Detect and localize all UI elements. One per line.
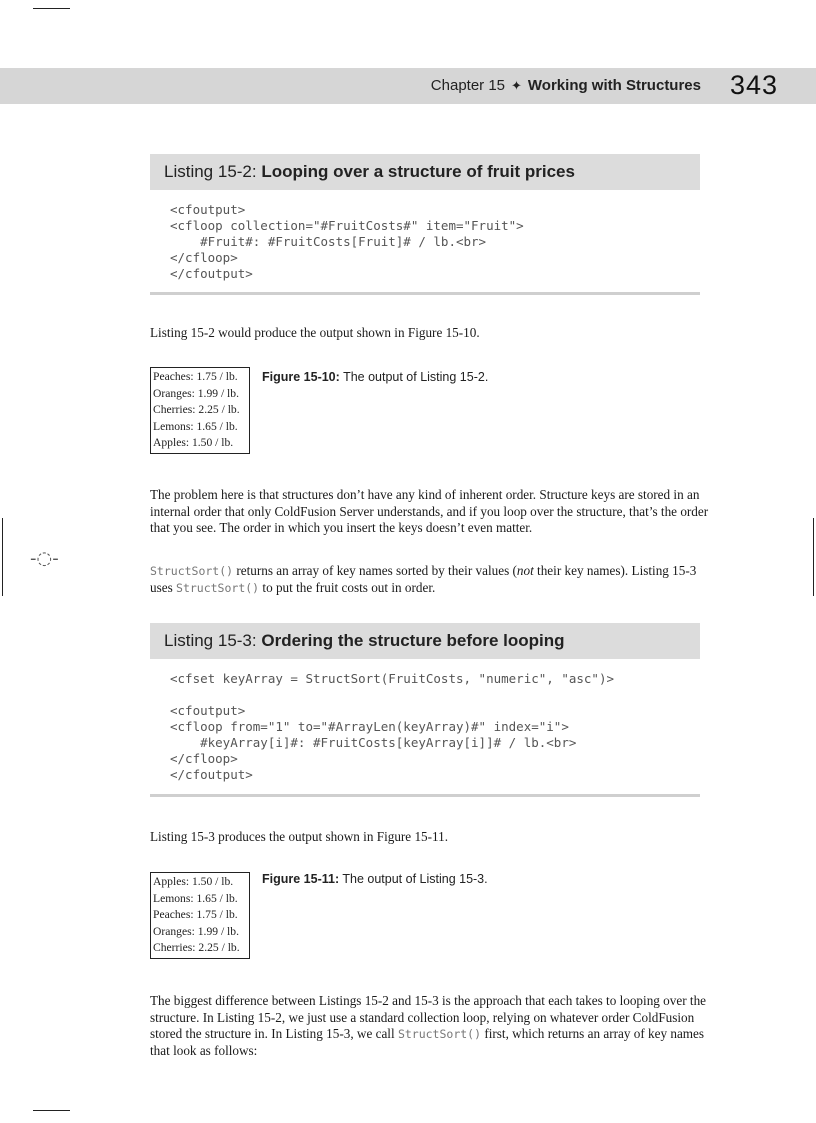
listing-rule (150, 292, 700, 295)
crop-mark-bottom-left (33, 1110, 70, 1111)
chapter-label: Chapter 15 (430, 77, 506, 94)
code-line: </cfloop> (170, 751, 238, 766)
paragraph-text: The biggest difference between Listings 15-2 and 15-3 is the approach that each takes to looping over the structure. In Listing 15-2, we just use a standard collection loop, relying on whatever order ColdFusion stored the structure in. In Listing 15-3, we call (150, 993, 707, 1041)
inline-code: StructSort() (176, 580, 260, 595)
paragraph: Listing 15-3 produces the output shown in Figure 15-11. (150, 829, 449, 844)
listing-rule (150, 794, 700, 797)
separator-icon: ✦ (511, 78, 522, 93)
output-line: Peaches: 1.75 / lb. (153, 370, 238, 383)
inline-code: StructSort() (150, 564, 234, 578)
paragraph: Listing 15-2 would produce the output shown in Figure 15-10. (150, 325, 480, 340)
page-number: 343 (729, 70, 778, 100)
code-line: <cfset keyArray = StructSort(FruitCosts, "numeric", "asc")> (170, 671, 615, 686)
output-line: Lemons: 1.65 / lb. (153, 419, 238, 433)
code-line: </cfoutput> (170, 266, 253, 281)
listing-heading: Ordering the structure before looping (261, 631, 565, 650)
figure-label: Figure 15-10: (262, 370, 340, 384)
inline-code: StructSort() (397, 1027, 482, 1041)
figure-caption-text: The output of Listing 15-2. (343, 370, 489, 384)
code-line: </cfoutput> (170, 767, 253, 782)
crop-mark-right-edge (813, 518, 814, 596)
code-line: <cfloop from="1" to="#ArrayLen(keyArray)#" index="i"> (170, 719, 569, 734)
figure-caption (262, 872, 488, 886)
output-line: Apples: 1.50 / lb. (153, 436, 234, 450)
output-line: Cherries: 2.25 / lb. (153, 941, 240, 955)
listing-title (150, 623, 700, 659)
code-line: #Fruit#: #FruitCosts[Fruit]# / lb.<br> (170, 234, 487, 249)
code-line: </cfloop> (170, 250, 238, 265)
output-line: Oranges: 1.99 / lb. (153, 386, 239, 400)
code-block (170, 671, 614, 783)
code-block (170, 202, 524, 282)
figure-output-box (150, 367, 250, 454)
paragraph-text: first, which returns an array of key names that look as follows: (150, 1026, 705, 1058)
output-line: Cherries: 2.25 / lb. (153, 403, 240, 417)
listing-title (150, 154, 700, 190)
paragraph-text: their key names). Listing 15-3 uses (150, 563, 697, 595)
figure-label: Figure 15-11: (262, 872, 340, 886)
running-header (431, 77, 701, 94)
figure-output-box (150, 872, 250, 959)
listing-heading: Looping over a structure of fruit prices (261, 162, 575, 181)
output-line: Oranges: 1.99 / lb. (153, 924, 239, 938)
chapter-title: Working with Structures (527, 77, 701, 94)
output-line: Peaches: 1.75 / lb. (153, 908, 238, 922)
code-line: <cfoutput> (170, 202, 246, 217)
paragraph: The problem here is that structures don’t have any kind of inherent order. Structure keys are stored in an internal order that only ColdFusion Server understands, and if you loop over the structure, that’s the order that you see. The order in which you insert the keys doesn’t even matter. (150, 487, 709, 535)
crop-mark-left-edge (2, 518, 3, 596)
listing-label: Listing 15-2: (164, 162, 257, 181)
paragraph (150, 563, 710, 596)
paragraph-text: to put the fruit costs out in order. (259, 579, 436, 595)
figure-caption-text: The output of Listing 15-3. (342, 872, 488, 886)
code-line: <cfloop collection="#FruitCosts#" item="Fruit"> (170, 218, 524, 233)
registration-mark-icon: -◌- (30, 548, 59, 569)
crop-mark-top-left (33, 8, 70, 9)
listing-label: Listing 15-3: (164, 631, 257, 650)
paragraph (150, 993, 710, 1059)
emphasis: not (516, 563, 534, 578)
code-line: #keyArray[i]#: #FruitCosts[keyArray[i]]# / lb.<br> (170, 735, 577, 750)
code-line: <cfoutput> (170, 703, 246, 718)
paragraph-text: returns an array of key names sorted by their values ( (233, 563, 517, 578)
output-line: Lemons: 1.65 / lb. (153, 891, 238, 905)
figure-caption (262, 370, 488, 384)
output-line: Apples: 1.50 / lb. (153, 875, 234, 888)
